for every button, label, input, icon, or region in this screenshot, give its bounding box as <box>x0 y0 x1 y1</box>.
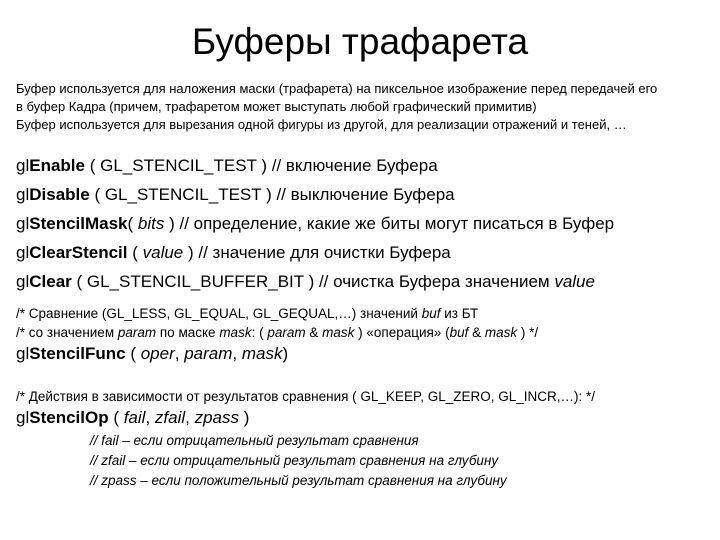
intro-line: Буфер используется для вырезания одной фигуры из другой, для реализации отражений и теней, … <box>16 117 627 132</box>
fn-name: Clear <box>29 272 72 291</box>
comment-text: /* со значением <box>16 325 118 340</box>
fn-name: Disable <box>29 185 90 204</box>
fn-param: fail <box>123 408 146 427</box>
fn-sep: , <box>185 408 195 427</box>
comment-text: & <box>305 325 323 340</box>
comment-term: param <box>267 325 306 340</box>
comment-term: mask <box>322 325 355 340</box>
api-disable-line <box>16 180 716 209</box>
fn-close: ) <box>239 408 250 427</box>
fn-args: ( GL_STENCIL_TEST ) // включение Буфера <box>84 156 438 175</box>
fn-prefix: gl <box>16 243 30 262</box>
fn-param: value <box>554 272 595 291</box>
fn-open: ( <box>127 214 138 233</box>
intro-line: в буфер Кадра (причем, трафаретом может выступать любой графический примитив) <box>16 99 537 114</box>
api-clear-line <box>16 267 716 296</box>
comment-text: /* Сравнение (GL_LESS, GL_EQUAL, GL_GEQUAL,…) значений <box>16 306 422 321</box>
fn-param: value <box>142 243 184 262</box>
fn-rest: ) // определение, какие же биты могут писаться в Буфер <box>164 214 615 233</box>
fn-rest: ) // значение для очистки Буфера <box>183 243 451 262</box>
slide-title: Буферы трафарета <box>191 21 529 62</box>
fn-prefix: gl <box>16 408 30 427</box>
intro-text <box>16 80 716 134</box>
fn-name: StencilOp <box>29 408 109 427</box>
note-line: // zpass – если положительный результат сравнения на глубину <box>90 473 507 488</box>
func-comment-line-2 <box>16 323 716 342</box>
fn-sep: , <box>174 344 185 363</box>
fn-param: mask <box>241 344 283 363</box>
fn-close: ) <box>282 344 289 363</box>
func-comment-line-1 <box>16 304 716 323</box>
comment-term: buf <box>421 306 441 321</box>
op-comment-line: /* Действия в зависимости от результатов сравнения ( GL_KEEP, GL_ZERO, GL_INCR,…): */ <box>16 389 595 404</box>
fn-param: bits <box>137 214 165 233</box>
fn-prefix: gl <box>16 272 30 291</box>
stencil-op-notes <box>90 431 690 491</box>
api-list <box>16 151 716 296</box>
comment-term: param <box>117 325 157 340</box>
api-enable-line <box>16 151 716 180</box>
fn-prefix: gl <box>16 214 30 233</box>
fn-param: param <box>184 344 233 363</box>
fn-sep: , <box>232 344 242 363</box>
note-line: // fail – если отрицательный результат сравнения <box>90 433 419 448</box>
comment-text: ) «операция» ( <box>354 325 450 340</box>
stencil-func-block <box>16 304 716 366</box>
note-line: // zfail – если отрицательный результат сравнения на глубину <box>90 453 499 468</box>
fn-param: zfail <box>154 408 186 427</box>
fn-args: ( GL_STENCIL_TEST ) // выключение Буфера <box>89 185 455 204</box>
fn-prefix: gl <box>16 156 30 175</box>
fn-open: ( <box>127 243 143 262</box>
comment-text: из БТ <box>440 306 479 321</box>
api-clearstencil-line <box>16 238 716 267</box>
fn-prefix: gl <box>16 344 30 363</box>
comment-text: : ( <box>251 325 268 340</box>
api-stencilmask-line <box>16 209 716 238</box>
stencil-op-block <box>16 387 716 430</box>
fn-name: Enable <box>29 156 85 175</box>
fn-open: ( <box>125 344 141 363</box>
stencil-op-line <box>16 406 716 430</box>
comment-term: mask <box>484 325 518 340</box>
fn-param: zpass <box>194 408 239 427</box>
comment-text: по маске <box>156 325 220 340</box>
fn-sep: , <box>145 408 155 427</box>
fn-args: ( GL_STENCIL_BUFFER_BIT ) // очистка Буфера значением <box>71 272 555 291</box>
fn-open: ( <box>108 408 124 427</box>
comment-text: & <box>468 325 485 340</box>
stencil-func-line <box>16 342 716 366</box>
comment-term: mask <box>219 325 252 340</box>
fn-prefix: gl <box>16 185 30 204</box>
fn-param: oper <box>140 344 175 363</box>
fn-name: StencilMask <box>29 214 128 233</box>
fn-name: StencilFunc <box>29 344 126 363</box>
comment-term: buf <box>449 325 469 340</box>
comment-text: ) */ <box>517 325 539 340</box>
intro-line: Буфер используется для наложения маски (трафарета) на пиксельное изображение перед передачей его <box>16 81 658 96</box>
fn-name: ClearStencil <box>29 243 128 262</box>
